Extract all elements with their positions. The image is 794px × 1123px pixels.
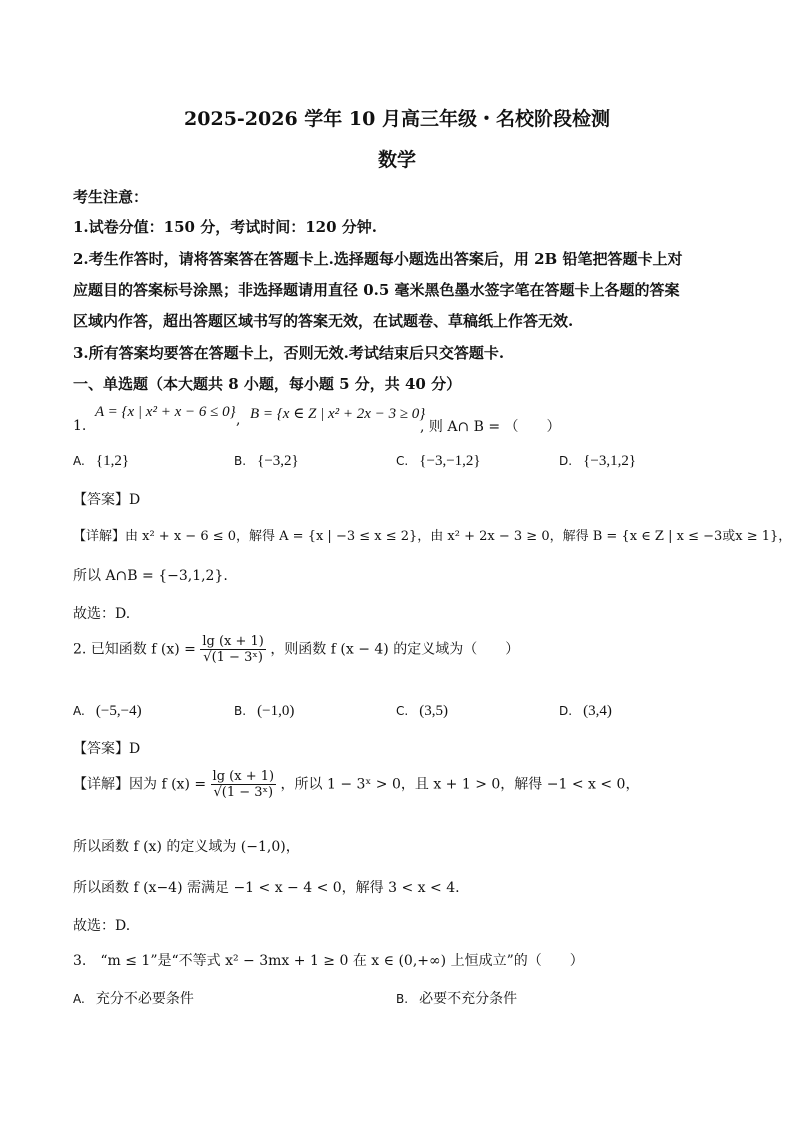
option-label: A. bbox=[73, 992, 85, 1006]
notice-item: 2.考生作答时，请将答案答在答题卡上.选择题每小题选出答案后，用 2B 铅笔把答题卡上对 bbox=[73, 250, 683, 268]
notice-item: 区域内作答，超出答题区域书写的答案无效，在试题卷、草稿纸上作答无效. bbox=[73, 312, 574, 330]
q2-stem-pre: 2. 已知函数 f (x) = bbox=[73, 641, 196, 658]
option-b bbox=[234, 700, 294, 720]
q1-set-b: B = {x ∈ Z | x² + 2x − 3 ≥ 0} bbox=[250, 406, 426, 422]
q1-comma: , bbox=[236, 412, 241, 428]
detail-post: ，所以 1 − 3ˣ > 0，且 x + 1 > 0，解得 −1 < x < 0， bbox=[280, 776, 640, 793]
option-value: 充分不必要条件 bbox=[95, 991, 194, 1007]
option-c bbox=[396, 700, 448, 720]
option-value: {−3,1,2} bbox=[583, 453, 637, 469]
q2-stem-post: ，则函数 f (x − 4) 的定义域为（ ） bbox=[270, 641, 520, 658]
option-d bbox=[559, 450, 636, 470]
choice-line: 故选：D. bbox=[73, 918, 131, 934]
choice-line: 故选：D. bbox=[73, 606, 131, 622]
exam-title: 2025-2026 学年 10 月高三年级・名校阶段检测 bbox=[184, 108, 610, 130]
q3-stem: 3. “m ≤ 1”是“不等式 x² − 3mx + 1 ≥ 0 在 x ∈ (0,+∞) 上恒成立”的（ ） bbox=[73, 953, 584, 969]
notice-item: 3.所有答案均要答在答题卡上，否则无效.考试结束后只交答题卡. bbox=[73, 344, 505, 362]
option-label: C. bbox=[396, 454, 409, 468]
detail-line: 所以函数 f (x−4) 需满足 −1 < x − 4 < 0，解得 3 < x < 4. bbox=[73, 880, 460, 896]
answer-label: 【答案】D bbox=[73, 741, 141, 757]
notice-heading: 考生注意： bbox=[73, 188, 149, 206]
option-value: (3,5) bbox=[419, 703, 449, 719]
fraction-numerator: lg (x + 1) bbox=[212, 769, 275, 784]
option-label: A. bbox=[73, 454, 85, 468]
option-label: A. bbox=[73, 704, 85, 718]
option-value: 必要不充分条件 bbox=[419, 991, 518, 1007]
notice-item: 1.试卷分值：150 分，考试时间：120 分钟. bbox=[73, 218, 377, 236]
option-a bbox=[73, 988, 194, 1008]
option-b bbox=[234, 450, 299, 470]
detail-line: 所以 A∩B = {−3,1,2}. bbox=[73, 568, 228, 584]
option-value: (3,4) bbox=[583, 703, 612, 719]
question-number: 1. bbox=[73, 418, 87, 434]
option-label: B. bbox=[234, 454, 247, 468]
option-value: (−1,0) bbox=[257, 703, 295, 719]
detail-fraction bbox=[211, 769, 277, 800]
option-label: B. bbox=[396, 992, 409, 1006]
q1-tail: , 则 A∩ B = （ ） bbox=[420, 419, 561, 435]
option-c bbox=[396, 450, 481, 470]
option-b bbox=[396, 988, 517, 1008]
q2-stem bbox=[73, 634, 519, 665]
section-heading: 一、单选题（本大题共 8 小题，每小题 5 分，共 40 分） bbox=[73, 375, 462, 393]
option-label: B. bbox=[234, 704, 247, 718]
option-label: C. bbox=[396, 704, 409, 718]
option-label: D. bbox=[559, 454, 573, 468]
option-label: D. bbox=[559, 704, 573, 718]
option-a bbox=[73, 700, 142, 720]
notice-item: 应题目的答案标号涂黑；非选择题请用直径 0.5 毫米黑色墨水签字笔在答题卡上各题的答案 bbox=[73, 281, 680, 299]
option-value: (−5,−4) bbox=[95, 703, 142, 719]
option-value: {−3,−1,2} bbox=[419, 453, 481, 469]
option-a bbox=[73, 450, 129, 470]
subject-title: 数学 bbox=[377, 149, 416, 171]
answer-label: 【答案】D bbox=[73, 492, 141, 508]
option-value: {−3,2} bbox=[257, 453, 299, 469]
option-value: {1,2} bbox=[95, 453, 130, 469]
q2-fraction bbox=[200, 634, 266, 665]
q2-detail bbox=[73, 769, 639, 800]
fraction-numerator: lg (x + 1) bbox=[202, 634, 264, 649]
fraction-denominator: √(1 − 3ˣ) bbox=[203, 650, 263, 665]
fraction-denominator: √(1 − 3ˣ) bbox=[213, 785, 274, 800]
detail-line: 【详解】由 x² + x − 6 ≤ 0，解得 A = {x | −3 ≤ x ≤ 2}，由 x² + 2x − 3 ≥ 0，解得 B = {x ∈ Z | x ≤ −3或x ≥ 1}， bbox=[73, 529, 792, 544]
detail-pre: 【详解】因为 f (x) = bbox=[73, 776, 207, 793]
q1-set-a: A = {x | x² + x − 6 ≤ 0} bbox=[95, 404, 236, 420]
option-d bbox=[559, 700, 612, 720]
detail-line: 所以函数 f (x) 的定义域为 (−1,0)， bbox=[73, 839, 300, 855]
